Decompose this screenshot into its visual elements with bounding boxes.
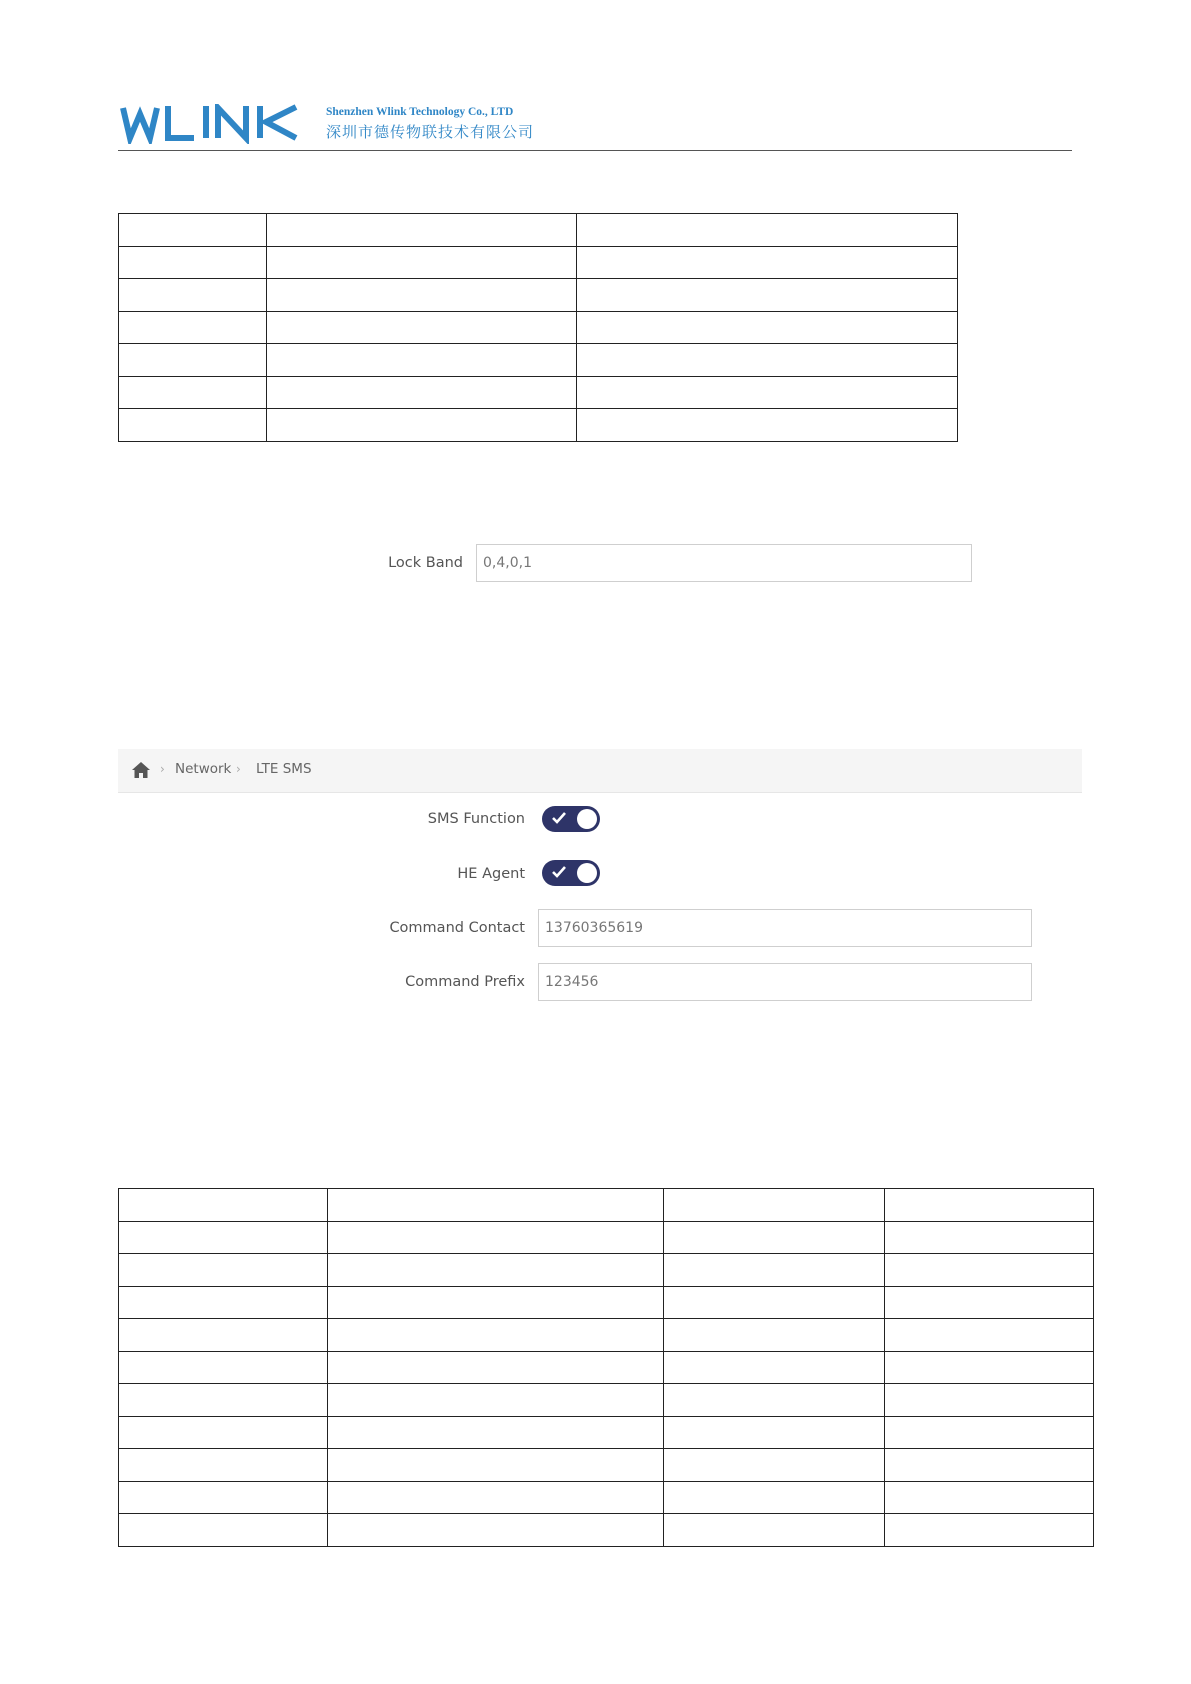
table-cell [885,1319,1094,1352]
company-name-cn: 深圳市德传物联技术有限公司 [326,123,535,141]
table-cell [119,1319,328,1352]
table-cell [885,1351,1094,1384]
sms-function-toggle[interactable] [542,806,600,832]
table-row [119,1416,1094,1449]
table-cell [266,279,577,312]
table-cell [119,1254,328,1287]
table-cell [664,1514,885,1547]
chevron-right-icon: › [236,762,241,776]
table-cell [664,1189,885,1222]
table-cell [119,1514,328,1547]
table-cell [119,1221,328,1254]
table-cell [327,1319,664,1352]
table-row [119,214,958,247]
table-cell [266,214,577,247]
lock-band-input[interactable]: 0,4,0,1 [476,544,972,582]
table-cell [119,1416,328,1449]
he-agent-toggle[interactable] [542,860,600,886]
table-cell [327,1286,664,1319]
table-cell [577,311,958,344]
table-cell [119,311,267,344]
table-cell [119,376,267,409]
table-cell [885,1449,1094,1482]
command-prefix-input[interactable]: 123456 [538,963,1032,1001]
toggle-knob [577,863,597,883]
table-row [119,311,958,344]
table-cell [577,344,958,377]
table-cell [119,246,267,279]
table-cell [266,376,577,409]
table-row [119,409,958,442]
table-row [119,1351,1094,1384]
table-cell [664,1221,885,1254]
table-row [119,1481,1094,1514]
table-row [119,1449,1094,1482]
table-row [119,279,958,312]
table-cell [664,1416,885,1449]
table-cell [119,344,267,377]
table-cell [885,1481,1094,1514]
table-cell [119,409,267,442]
table-cell [664,1481,885,1514]
table-cell [327,1481,664,1514]
table-cell [119,1286,328,1319]
table-cell [119,1351,328,1384]
command-prefix-label: Command Prefix [405,974,525,990]
table-cell [119,1481,328,1514]
chevron-right-icon: › [160,762,165,776]
table-row [119,1286,1094,1319]
header-divider [118,150,1072,151]
table-cell [266,311,577,344]
blank-table-2 [118,1188,1094,1547]
table-cell [119,1384,328,1417]
table-cell [577,279,958,312]
table-cell [664,1254,885,1287]
table-cell [327,1189,664,1222]
table-cell [664,1351,885,1384]
table-cell [266,409,577,442]
table-row [119,1514,1094,1547]
table-cell [664,1286,885,1319]
he-agent-label: HE Agent [457,866,525,882]
table-cell [664,1449,885,1482]
table-cell [664,1384,885,1417]
check-icon [551,865,567,879]
wlink-logo [120,104,320,144]
table-cell [885,1286,1094,1319]
table-cell [119,279,267,312]
check-icon [551,811,567,825]
table-row [119,344,958,377]
table-row [119,1221,1094,1254]
table-cell [327,1416,664,1449]
table-row [119,246,958,279]
table-cell [885,1221,1094,1254]
command-contact-label: Command Contact [389,920,525,936]
table-row [119,1319,1094,1352]
table-cell [577,214,958,247]
breadcrumb-lte-sms: LTE SMS [256,761,312,777]
blank-table-1 [118,213,958,442]
table-row [119,1189,1094,1222]
table-cell [266,246,577,279]
table-cell [327,1351,664,1384]
table-cell [327,1254,664,1287]
table-cell [885,1189,1094,1222]
table-row [119,1384,1094,1417]
table-cell [885,1254,1094,1287]
table-cell [577,246,958,279]
lock-band-label: Lock Band [388,555,463,571]
table-cell [266,344,577,377]
table-cell [885,1384,1094,1417]
table-cell [327,1449,664,1482]
home-icon[interactable] [131,761,151,779]
table-cell [119,214,267,247]
breadcrumb-network[interactable]: Network [175,761,232,777]
table-row [119,376,958,409]
toggle-knob [577,809,597,829]
table-cell [885,1514,1094,1547]
table-cell [885,1416,1094,1449]
table-cell [327,1221,664,1254]
table-cell [119,1449,328,1482]
table-cell [327,1514,664,1547]
sms-function-label: SMS Function [427,811,525,827]
table-cell [327,1384,664,1417]
table-cell [119,1189,328,1222]
company-name-en: Shenzhen Wlink Technology Co., LTD [326,106,514,118]
table-cell [577,376,958,409]
command-contact-input[interactable]: 13760365619 [538,909,1032,947]
table-cell [664,1319,885,1352]
breadcrumb [118,749,1082,793]
table-row [119,1254,1094,1287]
table-cell [577,409,958,442]
